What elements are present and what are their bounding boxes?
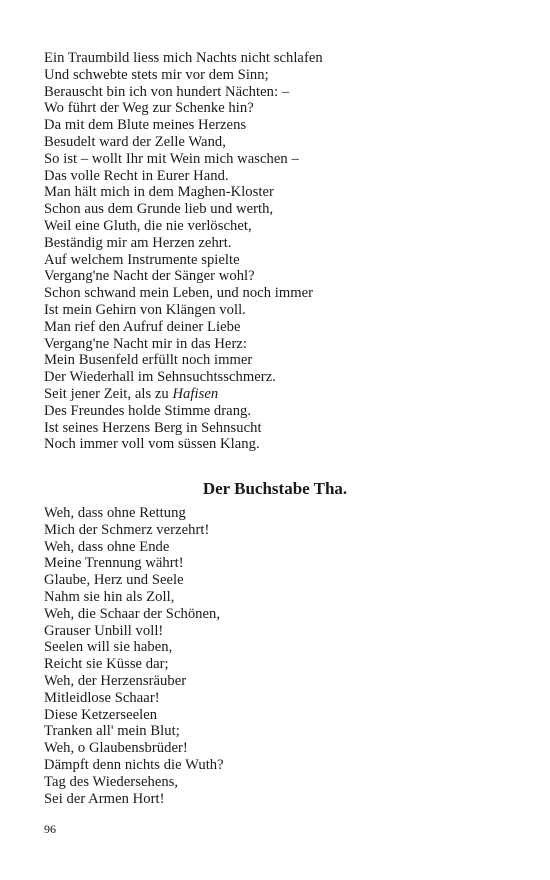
- poem-line: Weh, dass ohne Rettung: [44, 505, 186, 521]
- poem-line: Sei der Armen Hort!: [44, 790, 165, 807]
- poem-line: Ist mein Gehirn von Klängen voll.: [44, 301, 246, 318]
- poem-line: Diese Ketzerseelen: [44, 706, 158, 723]
- poem-line: Seelen will sie haben,: [44, 639, 173, 656]
- poem-line: Weh, o Glaubensbrüder!: [44, 740, 188, 757]
- poem-line: So ist – wollt Ihr mit Wein mich waschen –: [44, 150, 299, 167]
- poem-line: Nahm sie hin als Zoll,: [44, 588, 175, 605]
- poem-line: Besudelt ward der Zelle Wand,: [44, 133, 226, 150]
- poem-line: Des Freundes holde Stimme drang.: [44, 402, 252, 419]
- poem-stanza-2: [44, 505, 514, 807]
- poem-line: Weh, dass ohne Ende: [44, 538, 170, 555]
- poem-line: Weh, der Herzensräuber: [44, 672, 187, 689]
- poem-line: Weil eine Gluth, die nie verlöschet,: [44, 217, 252, 234]
- poem-line: Das volle Recht in Eurer Hand.: [44, 167, 229, 184]
- poem-line: Reicht sie Küsse dar;: [44, 656, 169, 673]
- poem-line: Mitleidlose Schaar!: [44, 689, 160, 706]
- poem-line: Da mit dem Blute meines Herzens: [44, 117, 247, 134]
- poem-line: Beständig mir am Herzen zehrt.: [44, 234, 232, 251]
- poem-line: Schon aus dem Grunde lieb und werth,: [44, 201, 274, 218]
- poem-line: Mich der Schmerz verzehrt!: [44, 521, 210, 538]
- poem-stanza-1: [44, 50, 514, 453]
- poem-heading: Der Buchstabe Tha.: [202, 479, 348, 498]
- poem-line: Ist seines Herzens Berg in Sehnsucht: [44, 419, 262, 436]
- poem-line: Berauscht bin ich von hundert Nächten: –: [44, 83, 290, 100]
- poem-line: Schon schwand mein Leben, und noch immer: [44, 285, 314, 302]
- poem-line: Vergang'ne Nacht der Sänger wohl?: [44, 268, 255, 285]
- poem-line: Weh, die Schaar der Schönen,: [44, 605, 221, 622]
- poet-name-italic: Hafisen: [172, 385, 219, 402]
- poem-line: Noch immer voll vom süssen Klang.: [44, 436, 260, 453]
- poem-line: Meine Trennung währt!: [44, 555, 184, 572]
- poem-line: Dämpft denn nichts die Wuth?: [44, 756, 224, 773]
- poem-line: Man hält mich in dem Maghen-Kloster: [44, 184, 274, 201]
- poem-line: Ein Traumbild liess mich Nachts nicht schlafen: [44, 50, 323, 66]
- poem-line: Und schwebte stets mir vor dem Sinn;: [44, 66, 269, 83]
- poem-line: Auf welchem Instrumente spielte: [44, 251, 240, 268]
- poem-line: Tranken all' mein Blut;: [44, 723, 180, 740]
- poem-line-text: Seit jener Zeit, als zu: [44, 385, 173, 402]
- page-number: 96: [44, 822, 56, 836]
- poem-line: Mein Busenfeld erfüllt noch immer: [44, 352, 253, 369]
- poem-line: Vergang'ne Nacht mir in das Herz:: [44, 335, 247, 352]
- poem-line: Der Wiederhall im Sehnsuchtsschmerz.: [44, 369, 276, 386]
- poem-line: Glaube, Herz und Seele: [44, 572, 184, 589]
- poem-line: Grauser Unbill voll!: [44, 622, 164, 639]
- poem-line: Man rief den Aufruf deiner Liebe: [44, 318, 241, 335]
- poem-line: Tag des Wiedersehens,: [44, 773, 179, 790]
- poem-line: [44, 386, 514, 403]
- poem-line: Wo führt der Weg zur Schenke hin?: [44, 100, 254, 117]
